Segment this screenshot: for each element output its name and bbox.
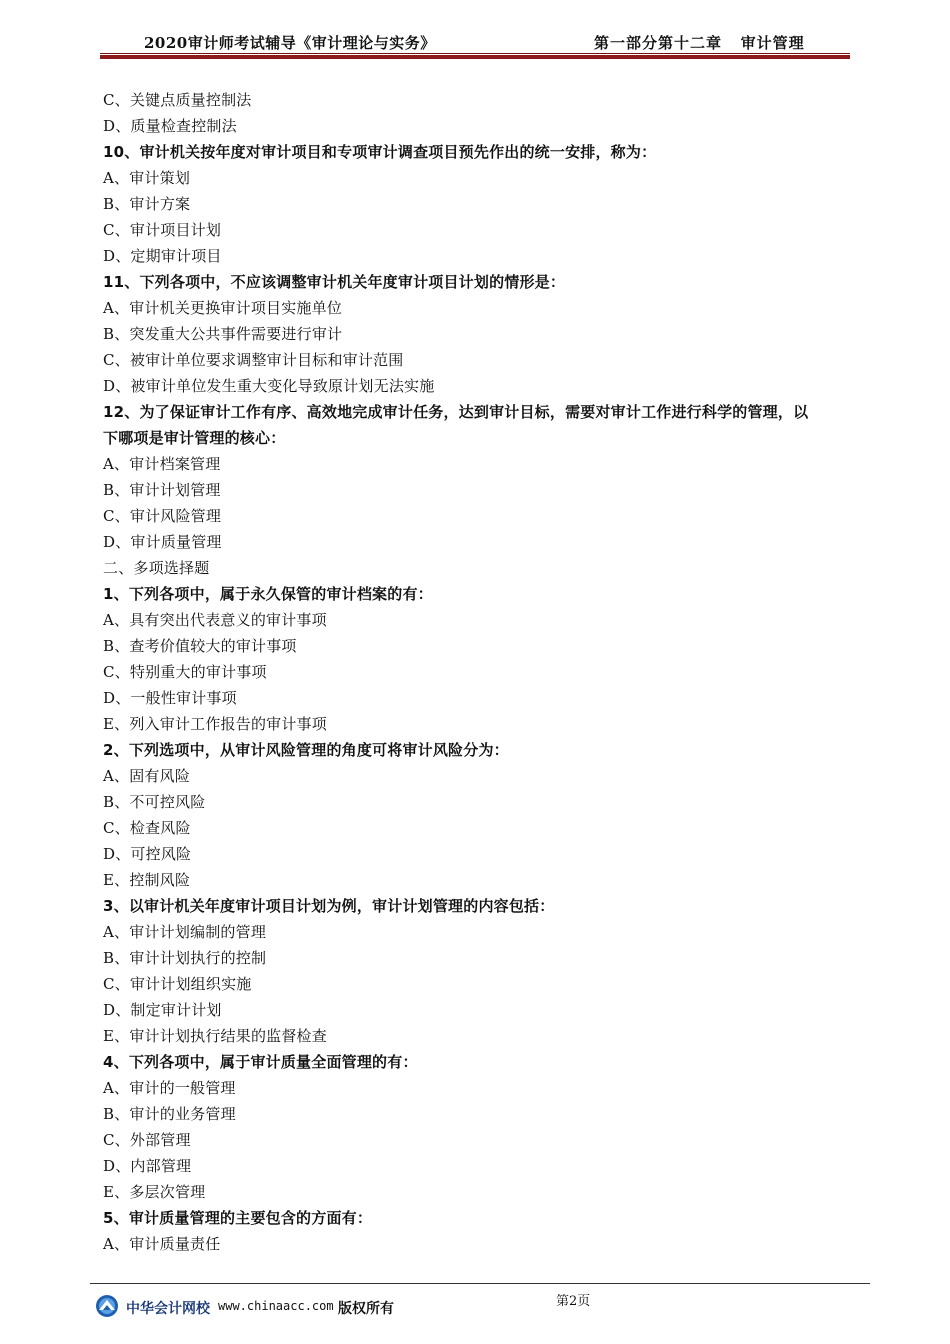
option-text: C、被审计单位要求调整审计目标和审计范围 (103, 351, 404, 369)
chinaacc-logo-icon (95, 1294, 119, 1318)
option-text: C、审计项目计划 (103, 221, 222, 239)
question-content (103, 87, 853, 1257)
question-text: 10、审计机关按年度对审计项目和专项审计调查项目预先作出的统一安排，称为： (103, 143, 657, 161)
option-text: D、被审计单位发生重大变化导致原计划无法实施 (103, 377, 435, 395)
question-text: 5、审计质量管理的主要包含的方面有： (103, 1209, 373, 1227)
option-text: D、定期审计项目 (103, 247, 222, 265)
question-text: 1、下列各项中，属于永久保管的审计档案的有： (103, 585, 433, 603)
option-text: A、审计档案管理 (103, 455, 221, 473)
question-text: 4、下列各项中，属于审计质量全面管理的有： (103, 1053, 418, 1071)
option-text: B、查考价值较大的审计事项 (103, 637, 297, 655)
option-text: C、检查风险 (103, 819, 191, 837)
question-text: 下哪项是审计管理的核心： (103, 429, 286, 447)
option-text: A、具有突出代表意义的审计事项 (103, 611, 327, 629)
question-text: 3、以审计机关年度审计项目计划为例，审计计划管理的内容包括： (103, 897, 555, 915)
question-text: 2、下列选项中，从审计风险管理的角度可将审计风险分为： (103, 741, 509, 759)
page-header (100, 30, 850, 58)
option-text: D、可控风险 (103, 845, 192, 863)
header-title: 2020审计师考试辅导《审计理论与实务》 (144, 34, 436, 52)
page-number: 第2页 (556, 1294, 591, 1309)
option-text: B、审计方案 (103, 195, 191, 213)
option-text: B、审计计划管理 (103, 481, 221, 499)
header-rule-thin (100, 53, 850, 54)
option-text: D、制定审计计划 (103, 1001, 222, 1019)
footer-url[interactable]: www.chinaacc.com (218, 1299, 334, 1313)
option-text: E、多层次管理 (103, 1183, 206, 1201)
header-chapter: 第一部分第十二章 审计管理 (594, 34, 805, 52)
option-text: C、审计计划组织实施 (103, 975, 252, 993)
option-text: A、审计的一般管理 (103, 1079, 236, 1097)
option-text: E、控制风险 (103, 871, 191, 889)
question-text: 11、下列各项中，不应该调整审计机关年度审计项目计划的情形是： (103, 273, 566, 291)
option-text: A、审计计划编制的管理 (103, 923, 267, 941)
option-text: C、关键点质量控制法 (103, 91, 252, 109)
question-text: 12、为了保证审计工作有序、高效地完成审计任务，达到审计目标，需要对审计工作进行科学的管理，以 (103, 403, 809, 421)
option-text: C、外部管理 (103, 1131, 191, 1149)
option-text: C、审计风险管理 (103, 507, 222, 525)
option-text: B、突发重大公共事件需要进行审计 (103, 325, 343, 343)
option-text: B、审计计划执行的控制 (103, 949, 267, 967)
option-text: A、审计机关更换审计项目实施单位 (103, 299, 343, 317)
option-text: A、审计质量责任 (103, 1235, 221, 1253)
option-text: E、审计计划执行结果的监督检查 (103, 1027, 327, 1045)
header-rule-thick (100, 55, 850, 59)
option-text: 二、多项选择题 (103, 559, 210, 577)
option-text: D、质量检查控制法 (103, 117, 237, 135)
option-text: C、特别重大的审计事项 (103, 663, 267, 681)
option-text: A、审计策划 (103, 169, 191, 187)
footer-rule (90, 1283, 870, 1284)
option-text: E、列入审计工作报告的审计事项 (103, 715, 327, 733)
option-text: A、固有风险 (103, 767, 191, 785)
option-text: D、审计质量管理 (103, 533, 222, 551)
option-text: D、一般性审计事项 (103, 689, 237, 707)
footer-rights: 版权所有 (338, 1301, 394, 1317)
option-text: B、不可控风险 (103, 793, 206, 811)
footer-brand: 中华会计网校 (126, 1301, 210, 1317)
option-text: B、审计的业务管理 (103, 1105, 236, 1123)
option-text: D、内部管理 (103, 1157, 192, 1175)
